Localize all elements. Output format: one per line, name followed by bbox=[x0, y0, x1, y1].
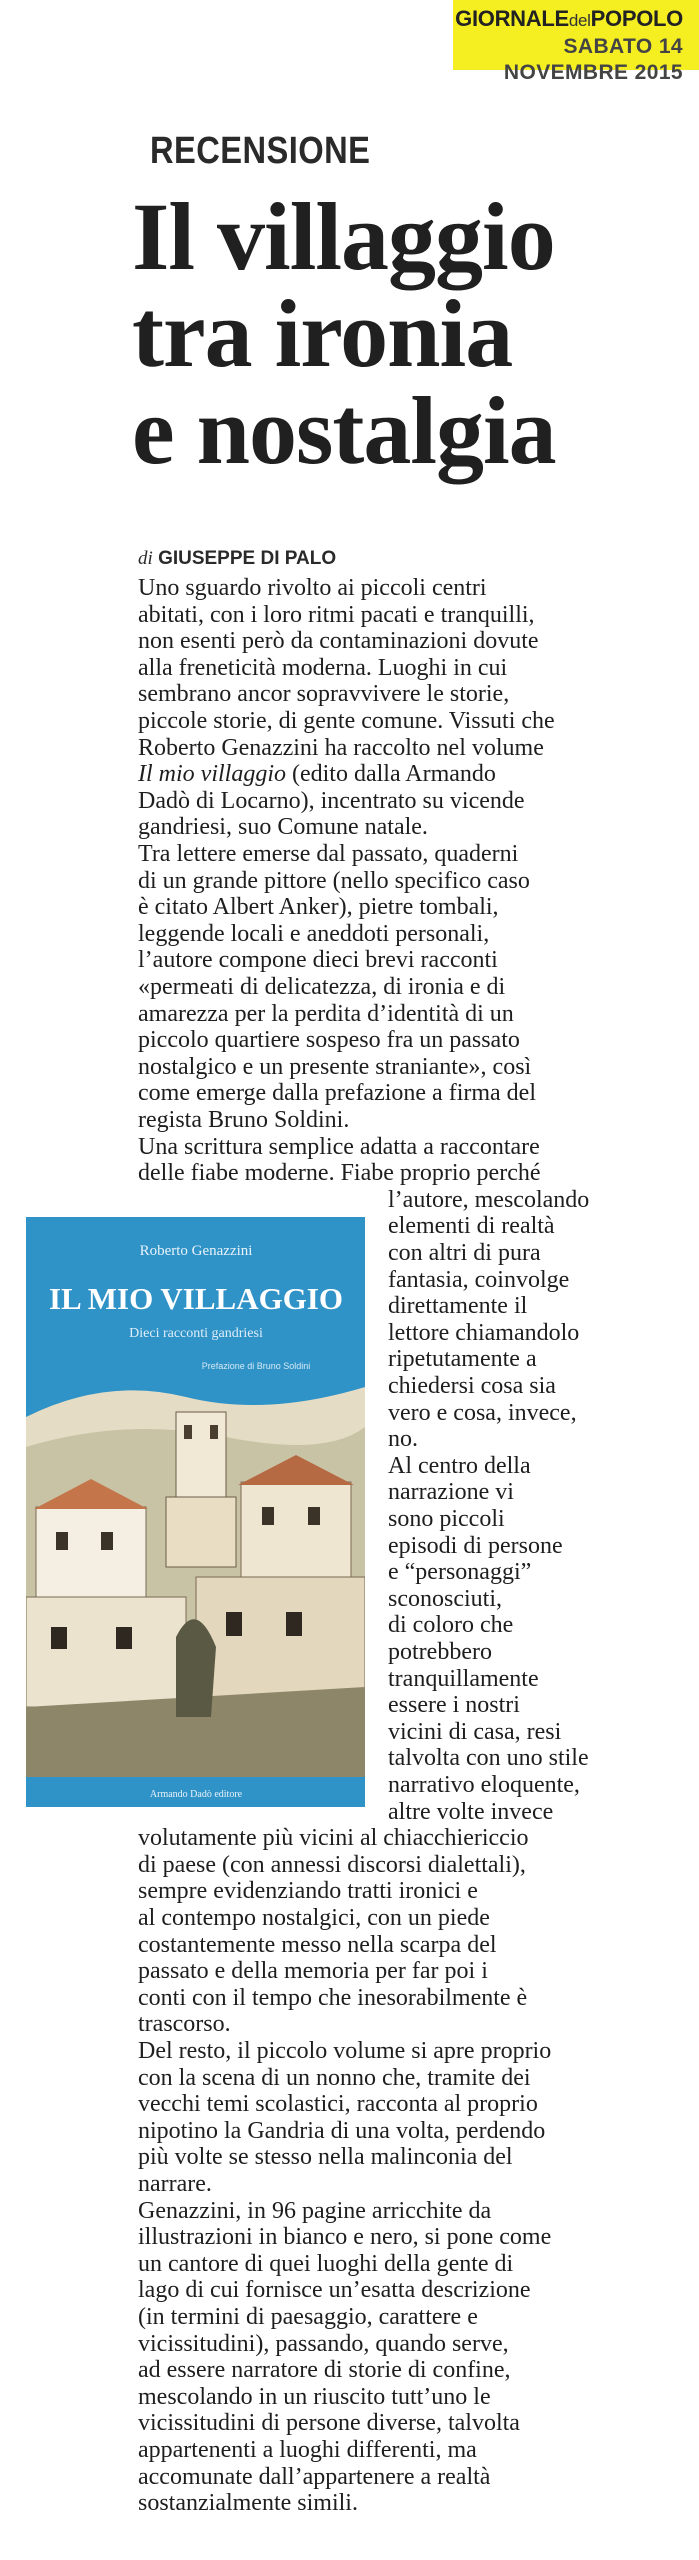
body-line: narrare. bbox=[138, 2171, 212, 2197]
body-line: fantasia, coinvolge bbox=[388, 1266, 570, 1293]
cover-author: Roberto Genazzini bbox=[139, 1243, 253, 1259]
body-line: vicissitudini), passando, quando serve, bbox=[138, 2330, 509, 2357]
body-line: passato e della memoria per far poi i bbox=[138, 1958, 488, 1985]
body-line: Dadò di Locarno), incentrato su vicende bbox=[138, 787, 525, 814]
body-line: al contempo nostalgici, con un piede bbox=[138, 1905, 490, 1931]
cover-publisher: Armando Dadò editore bbox=[149, 1789, 243, 1800]
article-kicker: RECENSIONE bbox=[150, 130, 371, 172]
body-line: leggende locali e aneddoti personali, bbox=[138, 920, 490, 947]
body-line: Tra lettere emerse dal passato, quaderni bbox=[138, 841, 519, 867]
body-line: amarezza per la perdita d’identità di un bbox=[138, 1000, 514, 1027]
body-line: narrazione vi bbox=[388, 1479, 514, 1506]
body-line: Al centro della bbox=[388, 1452, 531, 1479]
body-line: ad essere narratore di storie di confine, bbox=[138, 2357, 511, 2384]
body-line: essere i nostri bbox=[388, 1692, 520, 1719]
body-line: ripetutamente a bbox=[388, 1346, 537, 1373]
masthead-date: SABATO 14 NOVEMBRE 2015 bbox=[503, 35, 683, 84]
body-line: l’autore, mescolando bbox=[388, 1186, 590, 1213]
body-line: volutamente più vicini al chiacchiericcio bbox=[138, 1825, 529, 1852]
body-line: regista Bruno Soldini. bbox=[138, 1107, 350, 1133]
body-line: delle fiabe moderne. Fiabe proprio perché bbox=[138, 1160, 541, 1187]
body-line: Una scrittura semplice adatta a raccontare bbox=[138, 1133, 540, 1160]
body-line: Il mio villaggio (edito dalla Armando bbox=[138, 761, 496, 788]
body-line: talvolta con uno stile bbox=[388, 1745, 589, 1772]
body-line: narrativo eloquente, bbox=[388, 1772, 580, 1798]
body-line: elementi di realtà bbox=[388, 1213, 555, 1240]
byline-author: GIUSEPPE DI PALO bbox=[158, 548, 337, 569]
body-line: è citato Albert Anker), pietre tombali, bbox=[138, 894, 499, 921]
book-cover bbox=[26, 1217, 365, 1807]
byline-prefix: di bbox=[138, 548, 153, 569]
body-line: potrebbero bbox=[388, 1639, 492, 1665]
body-line: gandriesi, suo Comune natale. bbox=[138, 814, 428, 841]
book-title-italic: Il mio villaggio bbox=[138, 761, 286, 788]
body-line: illustrazioni in bianco e nero, si pone come bbox=[138, 2224, 552, 2251]
body-line: tranquillamente bbox=[388, 1665, 539, 1692]
headline-line: tra ironia bbox=[132, 280, 513, 387]
body-line: Roberto Genazzini ha raccolto nel volume bbox=[138, 734, 544, 761]
body-line: vero e cosa, invece, bbox=[388, 1399, 577, 1426]
body-line: vicissitudini di persone diverse, talvolta bbox=[138, 2410, 520, 2437]
body-line: «permeati di delicatezza, di ironia e di bbox=[138, 974, 506, 1000]
body-line: sostanzialmente simili. bbox=[138, 2490, 358, 2517]
body-line: no. bbox=[388, 1426, 418, 1453]
cover-note: Prefazione di Bruno Soldini bbox=[201, 1361, 311, 1371]
logo-main: GIORNALE bbox=[455, 6, 569, 31]
cover-subtitle: Dieci racconti gandriesi bbox=[129, 1326, 263, 1341]
body-line: mescolando in un riuscito tutt’uno le bbox=[138, 2383, 491, 2410]
body-line: sempre evidenziando tratti ironici e bbox=[138, 1878, 478, 1905]
body-line: sembrano ancor sopravvivere le storie, bbox=[138, 681, 510, 708]
body-line: vicini di casa, resi bbox=[388, 1718, 562, 1745]
body-line: Uno sguardo rivolto ai piccoli centri bbox=[138, 575, 487, 601]
body-line: di un grande pittore (nello specifico caso bbox=[138, 867, 530, 894]
body-line: vecchi temi scolastici, racconta al proprio bbox=[138, 2091, 538, 2118]
logo-small: del bbox=[568, 11, 591, 30]
body-line: appartenenti a luoghi differenti, ma bbox=[138, 2437, 477, 2463]
body-line: alla freneticità moderna. Luoghi in cui bbox=[138, 654, 508, 681]
body-line: abitati, con i loro ritmi pacati e tranquilli, bbox=[138, 601, 535, 628]
body-line: chiedersi cosa sia bbox=[388, 1373, 556, 1399]
body-line: non esenti però da contaminazioni dovute bbox=[138, 628, 539, 655]
body-line: costantemente messo nella scarpa del bbox=[138, 1931, 497, 1958]
logo-end: POPOLO bbox=[590, 6, 683, 31]
body-line: Genazzini, in 96 pagine arricchite da bbox=[138, 2197, 492, 2224]
body-line: (in termini di paesaggio, carattere e bbox=[138, 2304, 478, 2330]
body-line: altre volte invece bbox=[388, 1798, 554, 1825]
cover-title: IL MIO VILLAGGIO bbox=[48, 1281, 344, 1316]
headline-line: e nostalgia bbox=[132, 377, 556, 484]
book-cover-illustration bbox=[26, 1217, 365, 1807]
body-line: trascorso. bbox=[138, 2011, 231, 2038]
body-line: nipotino la Gandria di una volta, perdendo bbox=[138, 2117, 546, 2144]
body-line: accomunate dall’appartenere a realtà bbox=[138, 2463, 491, 2490]
body-line: Del resto, il piccolo volume si apre proprio bbox=[138, 2038, 552, 2064]
body-line: come emerge dalla prefazione a firma del bbox=[138, 1080, 537, 1107]
body-line: episodi di persone bbox=[388, 1532, 563, 1559]
body-line: un cantore di quei luoghi della gente di bbox=[138, 2250, 514, 2277]
body-line: l’autore compone dieci brevi racconti bbox=[138, 947, 498, 974]
body-line: piccole storie, di gente comune. Vissuti che bbox=[138, 708, 555, 734]
headline-line: Il villaggio bbox=[132, 183, 555, 290]
body-line: con la scena di un nonno che, tramite dei bbox=[138, 2064, 531, 2091]
body-line: più volte se stesso nella malinconia del bbox=[138, 2144, 513, 2171]
body-line: lago di cui fornisce un’esatta descrizione bbox=[138, 2277, 531, 2304]
body-line: direttamente il bbox=[388, 1293, 528, 1320]
body-line: con altri di pura bbox=[388, 1240, 541, 1266]
body-line: conti con il tempo che inesorabilmente è bbox=[138, 1984, 528, 2011]
body-line: di paese (con annessi discorsi dialettali), bbox=[138, 1851, 526, 1878]
body-line: sono piccoli bbox=[388, 1506, 505, 1532]
body-line: nostalgico e un presente straniante», così bbox=[138, 1053, 532, 1080]
body-line: lettore chiamandolo bbox=[388, 1319, 580, 1346]
body-line: e “personaggi” bbox=[388, 1559, 532, 1586]
body-line: sconosciuti, bbox=[388, 1585, 502, 1612]
body-line: piccolo quartiere sospeso fra un passato bbox=[138, 1027, 520, 1054]
body-line: di coloro che bbox=[388, 1612, 514, 1639]
